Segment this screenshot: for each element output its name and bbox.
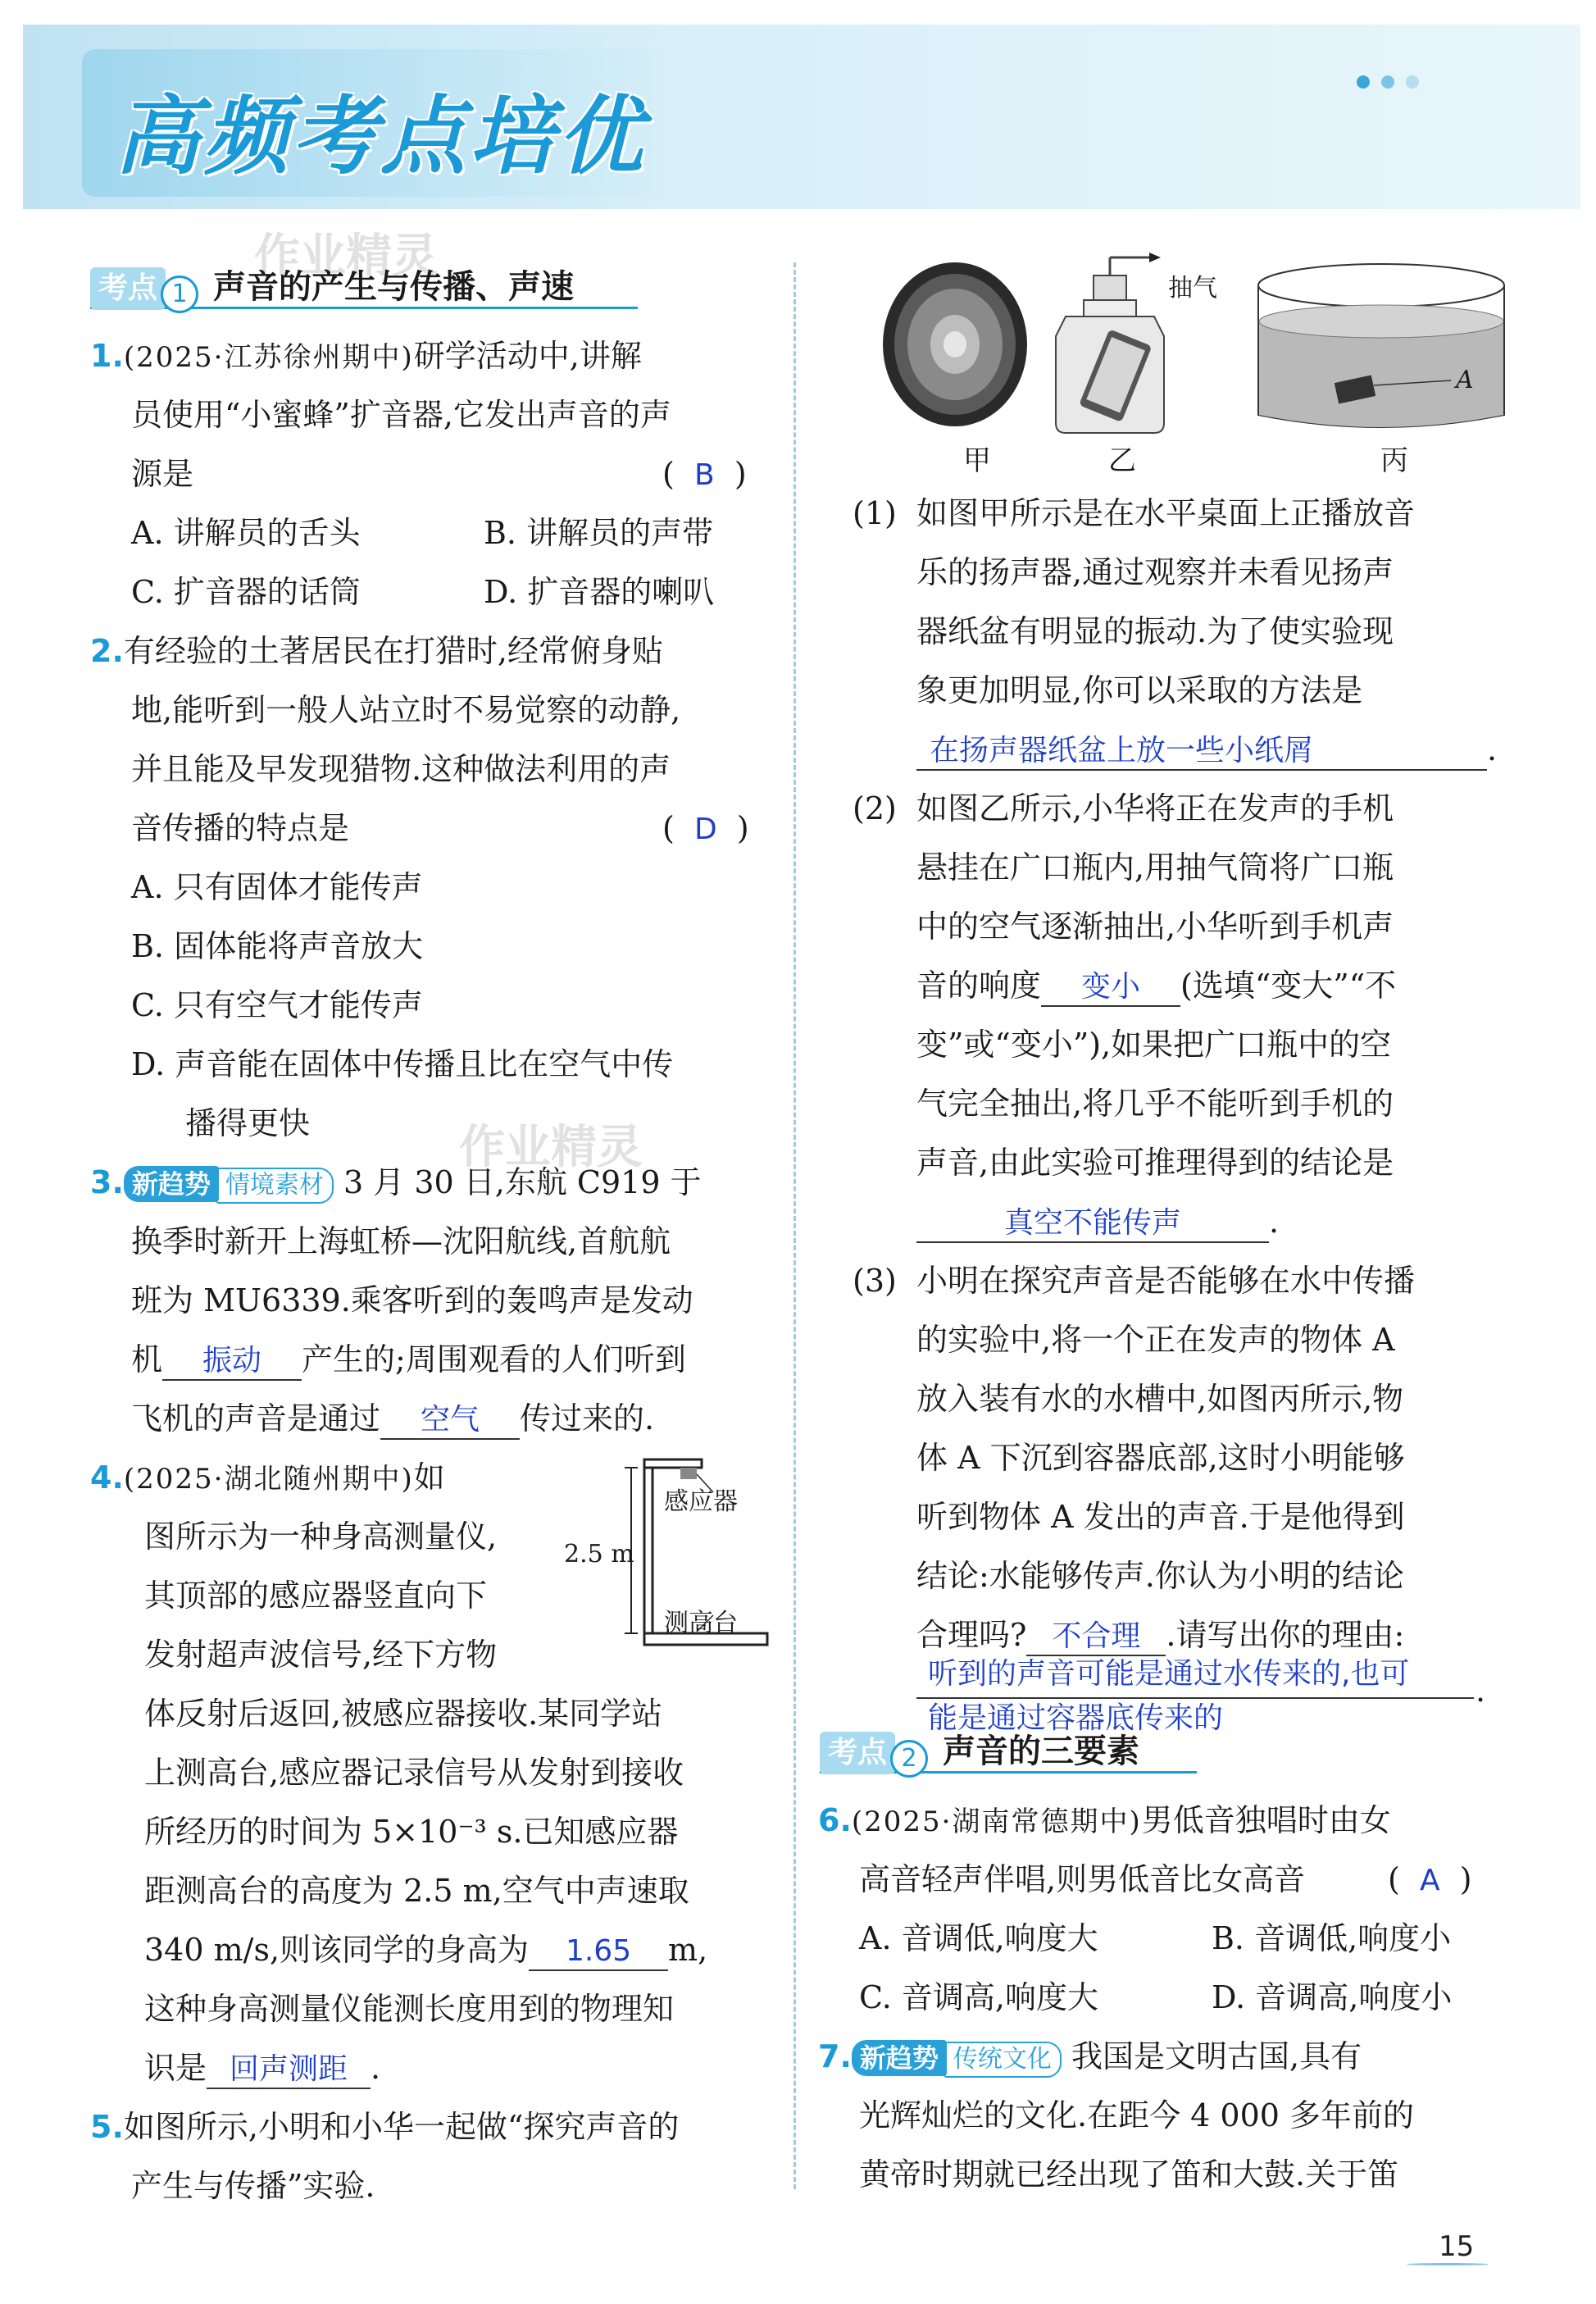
q4-line1: 4.(2025·湖北随州期中)如	[90, 1459, 445, 1496]
question-number: 2.	[90, 633, 124, 669]
q3-line3: 班为 MU6339.乘客听到的轰鸣声是发动	[131, 1282, 693, 1318]
q3-line5: 飞机的声音是通过 空气 传过来的.	[131, 1389, 654, 1448]
q5-p3-blank-2b: 能是通过容器底传来的	[928, 1701, 1224, 1735]
q2-line2: 地,能听到一般人站立时不易觉察的动静,	[131, 692, 681, 728]
context-tag: 情境素材	[216, 1168, 334, 1204]
column-divider	[793, 262, 796, 2189]
kaodian-title: 声音的三要素	[943, 1733, 1140, 1770]
q5-p3-line1: 小明在探究声音是否能够在水中传播	[916, 1263, 1416, 1299]
kaodian-1-header	[90, 261, 638, 309]
q2-line4: 音传播的特点是	[131, 810, 350, 846]
q2-line3: 并且能及早发现猎物.这种做法利用的声	[131, 751, 671, 787]
label-yi: 乙	[1108, 444, 1136, 477]
q7-line1: 7. 新趋势 传统文化 我国是文明古国,具有	[818, 2027, 1362, 2086]
q1-line3: 源是	[131, 456, 194, 492]
q2-option-b: B. 固体能将声音放大	[131, 928, 424, 964]
q7-line2: 光辉灿烂的文化.在距今 4 000 多年前的	[859, 2097, 1415, 2133]
q4-blank-1: 1.65	[529, 1933, 668, 1971]
q5-p2-blank-2: 真空不能传声	[916, 1205, 1269, 1243]
q1-answer: B	[693, 458, 715, 492]
q6-option-c: C. 音调高,响度大	[859, 1979, 1098, 2015]
q3-line4: 机 振动 产生的;周围观看的人们听到	[131, 1330, 686, 1389]
kaodian-number: 2	[890, 1740, 928, 1778]
q2-answer: D	[693, 813, 717, 846]
question-number: 7.	[818, 2038, 852, 2074]
q1-line1: 1.(2025·江苏徐州期中)研学活动中,讲解	[90, 338, 642, 374]
page-number: 15	[1439, 2230, 1475, 2263]
label-height: 2.5 m	[564, 1540, 634, 1569]
q5-p3-line2: 的实验中,将一个正在发声的物体 A	[916, 1322, 1395, 1358]
q7-line3: 黄帝时期就已经出现了笛和大鼓.关于笛	[859, 2156, 1399, 2192]
q2-option-c: C. 只有空气才能传声	[131, 987, 423, 1023]
kaodian-number: 1	[161, 275, 198, 313]
q2-line1: 2.有经验的土著居民在打猎时,经常俯身贴	[90, 633, 663, 669]
q5-p2-line7: 声音,由此实验可推理得到的结论是	[916, 1145, 1394, 1181]
label-sensor: 感应器	[664, 1487, 738, 1516]
q5-line2: 产生与传播”实验.	[131, 2168, 375, 2204]
question-number: 1.	[90, 338, 124, 374]
kaodian-title: 声音的产生与传播、声速	[213, 268, 575, 306]
decor-dots	[1357, 75, 1430, 92]
height-meter-figure	[564, 1451, 771, 1664]
q2-option-d: D. 声音能在固体中传播且比在空气中传	[131, 1046, 674, 1082]
q1-option-d: D. 扩音器的喇叭	[484, 574, 715, 610]
q5-p2-blank-1: 变小	[1041, 969, 1180, 1007]
q5-p3-blank-1: 不合理	[1026, 1619, 1166, 1656]
q3-blank-2: 空气	[380, 1402, 520, 1440]
question-number: 5.	[90, 2109, 124, 2145]
label-pump: 抽气	[1168, 274, 1217, 303]
q5-line1: 5.如图所示,小明和小华一起做“探究声音的	[90, 2109, 680, 2145]
new-trend-tag: 新趋势	[124, 1166, 219, 1202]
q2-option-a: A. 只有固体才能传声	[131, 869, 423, 905]
question-number: 6.	[818, 1802, 852, 1838]
question-source: (2025·湖南常德期中)	[851, 1805, 1142, 1838]
q1-line2: 员使用“小蜜蜂”扩音器,它发出声音的声	[131, 397, 671, 433]
q2-answer-bracket: ( D )	[662, 810, 749, 846]
q4-line2: 图所示为一种身高测量仪,	[144, 1519, 498, 1555]
q5-part2-label: (2)	[853, 790, 897, 826]
q4-line3: 其顶部的感应器竖直向下	[144, 1578, 488, 1614]
q5-p3-line6: 结论:水能够传声.你认为小明的结论	[916, 1558, 1404, 1594]
q6-option-a: A. 音调低,响度大	[859, 1920, 1098, 1956]
jar-figure	[1056, 253, 1164, 433]
q5-p1-line1: 如图甲所示是在水平桌面上正播放音	[916, 495, 1416, 531]
q5-p1-blank: 在扬声器纸盆上放一些小纸屑	[916, 733, 1487, 771]
q5-part3-label: (3)	[853, 1263, 897, 1299]
kaodian-2-header	[820, 1725, 1197, 1774]
q5-figures	[877, 246, 1533, 484]
q1-option-b: B. 讲解员的声带	[484, 515, 714, 551]
label-platform: 测高台	[664, 1609, 738, 1637]
q5-p1-answer-line: 在扬声器纸盆上放一些小纸屑 .	[916, 720, 1497, 779]
q1-answer-bracket: ( B )	[662, 456, 747, 492]
kaodian-tag: 考点	[90, 267, 166, 310]
q3-line2: 换季时新开上海虹桥—沈阳航线,首航航	[131, 1223, 671, 1259]
q4-line4: 发射超声波信号,经下方物	[144, 1637, 498, 1673]
question-source: (2025·江苏徐州期中)	[123, 341, 414, 374]
label-bing: 丙	[1380, 444, 1408, 477]
q1-option-c: C. 扩音器的话筒	[131, 574, 361, 610]
new-trend-tag: 新趋势	[852, 2040, 947, 2076]
q4-blank-2: 回声测距	[207, 2051, 371, 2089]
water-tank-figure	[1258, 264, 1504, 427]
q5-p2-line4: 音的响度 变小 (选填“变大”“不	[916, 956, 1396, 1015]
q5-p3-line4: 体 A 下沉到容器底部,这时小明能够	[916, 1440, 1405, 1476]
q5-p3-line3: 放入装有水的水槽中,如图丙所示,物	[916, 1381, 1404, 1417]
label-object-a: A	[1456, 366, 1474, 394]
culture-tag: 传统文化	[944, 2042, 1062, 2078]
q5-p2-answer-line: 真空不能传声 .	[916, 1192, 1279, 1251]
watermark: 作业精灵	[254, 230, 438, 283]
q4-line7: 所经历的时间为 5×10⁻³ s.已知感应器	[144, 1814, 679, 1850]
q3-line1: 3. 新趋势 情境素材 3 月 30 日,东航 C919 于	[90, 1153, 702, 1212]
q5-p3-end: .	[1476, 1673, 1486, 1709]
q3-blank-1: 振动	[162, 1343, 302, 1381]
q5-p2-line1: 如图乙所示,小华将正在发声的手机	[916, 790, 1394, 826]
question-number: 4.	[90, 1459, 124, 1496]
q1-option-a: A. 讲解员的舌头	[131, 515, 361, 551]
q4-line8: 距测高台的高度为 2.5 m,空气中声速取	[144, 1873, 689, 1909]
q5-p1-line2: 乐的扬声器,通过观察并未看见扬声	[916, 554, 1394, 590]
q4-line9: 340 m/s,则该同学的身高为 1.65 m,	[144, 1920, 707, 1979]
q5-p2-line5: 变”或“变小”),如果把广口瓶中的空	[916, 1027, 1392, 1063]
section-title-box	[82, 49, 672, 197]
q6-option-d: D. 音调高,响度小	[1212, 1979, 1453, 2015]
q5-p2-line3: 中的空气逐渐抽出,小华听到手机声	[916, 908, 1394, 945]
q5-p2-line6: 气完全抽出,将几乎不能听到手机的	[916, 1086, 1394, 1122]
q4-line6: 上测高台,感应器记录信号从发射到接收	[144, 1755, 684, 1791]
section-title: 高频考点培优	[115, 86, 647, 186]
q5-p3-line7: 合理吗? 不合理 .请写出你的理由:	[916, 1605, 1404, 1664]
q6-option-b: B. 音调低,响度小	[1212, 1920, 1452, 1956]
q6-answer: A	[1419, 1864, 1440, 1897]
label-jia: 甲	[963, 444, 991, 477]
page-number-decor	[1407, 2263, 1489, 2265]
q5-part1-label: (1)	[853, 495, 897, 531]
q2-option-d-cont: 播得更快	[185, 1105, 311, 1141]
q5-p2-line2: 悬挂在广口瓶内,用抽气筒将广口瓶	[916, 849, 1394, 886]
q4-line10: 这种身高测量仪能测长度用到的物理知	[144, 1991, 675, 2027]
q6-line1: 6.(2025·湖南常德期中)男低音独唱时由女	[818, 1802, 1391, 1838]
q6-line2: 高音轻声伴唱,则男低音比女高音	[859, 1861, 1306, 1897]
question-number: 3.	[90, 1164, 124, 1200]
q5-p1-line3: 器纸盆有明显的振动.为了使实验现	[916, 613, 1394, 649]
q5-p1-line4: 象更加明显,你可以采取的方法是	[916, 672, 1363, 708]
q5-p3-blank-2a: 听到的声音可能是通过水传来的,也可	[928, 1657, 1410, 1691]
q5-p3-line5: 听到物体 A 发出的声音.于是他得到	[916, 1499, 1405, 1535]
question-source: (2025·湖北随州期中)	[123, 1463, 414, 1496]
watermark: 作业精灵	[459, 1121, 643, 1174]
q6-answer-bracket: ( A )	[1388, 1861, 1472, 1897]
speaker-figure	[883, 262, 1027, 426]
kaodian-tag: 考点	[820, 1732, 895, 1774]
q4-line5: 体反射后返回,被感应器接收.某同学站	[144, 1696, 663, 1732]
q4-line11: 识是 回声测距 .	[144, 2038, 380, 2097]
